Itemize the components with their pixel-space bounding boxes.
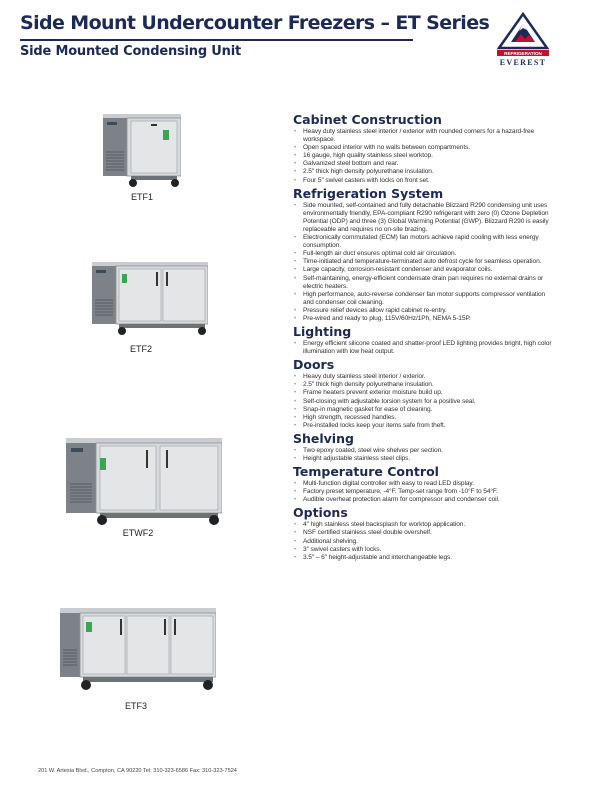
spec-sections xyxy=(293,112,553,562)
product-image-etf3 xyxy=(60,606,216,692)
product-image-etf2 xyxy=(92,260,208,336)
bullet-item: • Self-maintaining, energy-efficient condensate drain pan requires no external drains or electric heaters. xyxy=(293,275,553,291)
bullet-item: • 4" high stainless steel backsplash for worktop application. xyxy=(293,521,553,529)
spec-section-lighting xyxy=(293,324,553,356)
footer-contact: 201 W. Artesia Blvd., Compton, CA 90220 Tel: 310-323-6586 Fax: 310-323-7524 xyxy=(38,768,237,774)
bullet-item: • High strength, recessed handles. xyxy=(293,414,553,422)
product-label-etf2: ETF2 xyxy=(129,344,152,354)
section-heading: Doors xyxy=(293,357,335,373)
bullet-item: • Pressure relief devices allow rapid cabinet re-entry. xyxy=(293,307,553,315)
bullet-item: • 3" swivel casters with locks. xyxy=(293,546,553,554)
bullet-item: • Open spaced interior with no walls between compartments. xyxy=(293,144,553,152)
section-heading: Cabinet Construction xyxy=(293,112,442,127)
bullet-list xyxy=(293,340,553,356)
product-label-etwf2: ETWF2 xyxy=(122,528,154,538)
bullet-item: • 2.5" thick high density polyurethane insulation. xyxy=(293,168,553,176)
bullet-item: • Heavy duty stainless steel interior / exterior. xyxy=(293,373,553,381)
section-heading: Lighting xyxy=(293,324,352,340)
bullet-item: • Height adjustable stainless steel clips. xyxy=(293,455,553,463)
bullet-item: • Electronically commutated (ECM) fan motors achieve rapid cooling with less energy consumption. xyxy=(293,234,553,250)
section-heading: Options xyxy=(293,505,348,521)
section-heading: Refrigeration System xyxy=(293,185,444,201)
bullet-item: • 2.5" thick high density polyurethane insulation. xyxy=(293,381,553,389)
bullet-list xyxy=(293,202,553,323)
spec-section-refrigeration-system xyxy=(293,186,553,323)
bullet-item: • 16 gauge, high quality stainless steel worktop. xyxy=(293,152,553,160)
title-divider xyxy=(20,39,413,41)
bullet-item: • Large capacity, corrosion-resistant condenser and evaporator coils. xyxy=(293,266,553,274)
bullet-item: • Multi-function digital controller with easy to read LED display. xyxy=(293,480,553,488)
spec-section-cabinet-construction xyxy=(293,112,553,185)
bullet-item: • Galvanized steel bottom and rear. xyxy=(293,160,553,168)
bullet-item: • Self-closing with adjustable torsion system for a positive seal. xyxy=(293,398,553,406)
product-image-etf1 xyxy=(103,112,181,188)
bullet-item: • Factory preset temperature, -4°F. Temp-set range from -10°F to 54°F. xyxy=(293,488,553,496)
bullet-item: • Pre-installed locks keep your items safe from theft. xyxy=(293,422,553,430)
section-heading: Shelving xyxy=(293,430,354,446)
bullet-list xyxy=(293,447,553,463)
bullet-item: • 3.5" – 6" height-adjustable and interchangeable legs. xyxy=(293,554,553,562)
spec-section-temperature-control xyxy=(293,464,553,504)
bullet-item: • Four 5" swivel casters with locks on front set. xyxy=(293,177,553,185)
bullet-item: • Heavy duty stainless steel interior / exterior with rounded corners for a hazard-free workspace. xyxy=(293,128,553,144)
bullet-item: • High performance, auto-reverse condenser fan motor supports compressor ventilation and condenser coil cleaning. xyxy=(293,291,553,307)
bullet-item: • Energy efficient silicone coated and shatter-proof LED lighting provides bright, high color illumination with low heat output. xyxy=(293,340,553,356)
section-heading: Temperature Control xyxy=(293,464,439,480)
product-label-etf3: ETF3 xyxy=(124,701,147,711)
page-title: Side Mount Undercounter Freezers – ET Series xyxy=(20,12,490,34)
bullet-item: • Frame heaters prevent exterior moisture build up. xyxy=(293,389,553,397)
bullet-item: • Full-length air duct ensures optimal cold air circulation. xyxy=(293,250,553,258)
bullet-item: • Snap-in magnetic gasket for ease of cleaning. xyxy=(293,406,553,414)
bullet-item: • Time-initiated and temperature-terminated auto defrost cycle for seamless operation. xyxy=(293,258,553,266)
bullet-list xyxy=(293,480,553,504)
spec-section-shelving xyxy=(293,431,553,463)
bullet-list xyxy=(293,521,553,561)
bullet-item: • Pre-wired and ready to plug, 115V/60Hz/1Ph, NEMA 5-15P. xyxy=(293,315,553,323)
product-label-etf1: ETF1 xyxy=(130,192,153,202)
page-subtitle: Side Mounted Condensing Unit xyxy=(20,44,241,59)
bullet-item: • Additional shelving. xyxy=(293,538,553,546)
logo-brand-text: EVEREST xyxy=(499,58,547,67)
product-image-etwf2 xyxy=(66,436,222,526)
bullet-item: • Two epoxy coated, steel wire shelves per section. xyxy=(293,447,553,455)
spec-section-doors xyxy=(293,357,553,430)
bullet-item: • Audible overheat protection alarm for compressor and condenser coil. xyxy=(293,496,553,504)
bullet-item: • NSF certified stainless steel double overshelf. xyxy=(293,529,553,537)
everest-logo xyxy=(493,12,553,68)
bullet-list xyxy=(293,373,553,430)
logo-banner-text: REFRIGERATION xyxy=(504,51,542,56)
spec-section-options xyxy=(293,505,553,561)
bullet-item: • Side mounted, self-contained and fully detachable Blizzard R290 condensing unit uses environmentally friendly, EPA-compliant R290 refrigerant with zero (0) Ozone Depletion Potential (ODP) and three (3) Global Warming Potential (GWP). Blizzard R290 is easily replaceable and requires no on-site brazing. xyxy=(293,202,553,234)
bullet-list xyxy=(293,128,553,185)
